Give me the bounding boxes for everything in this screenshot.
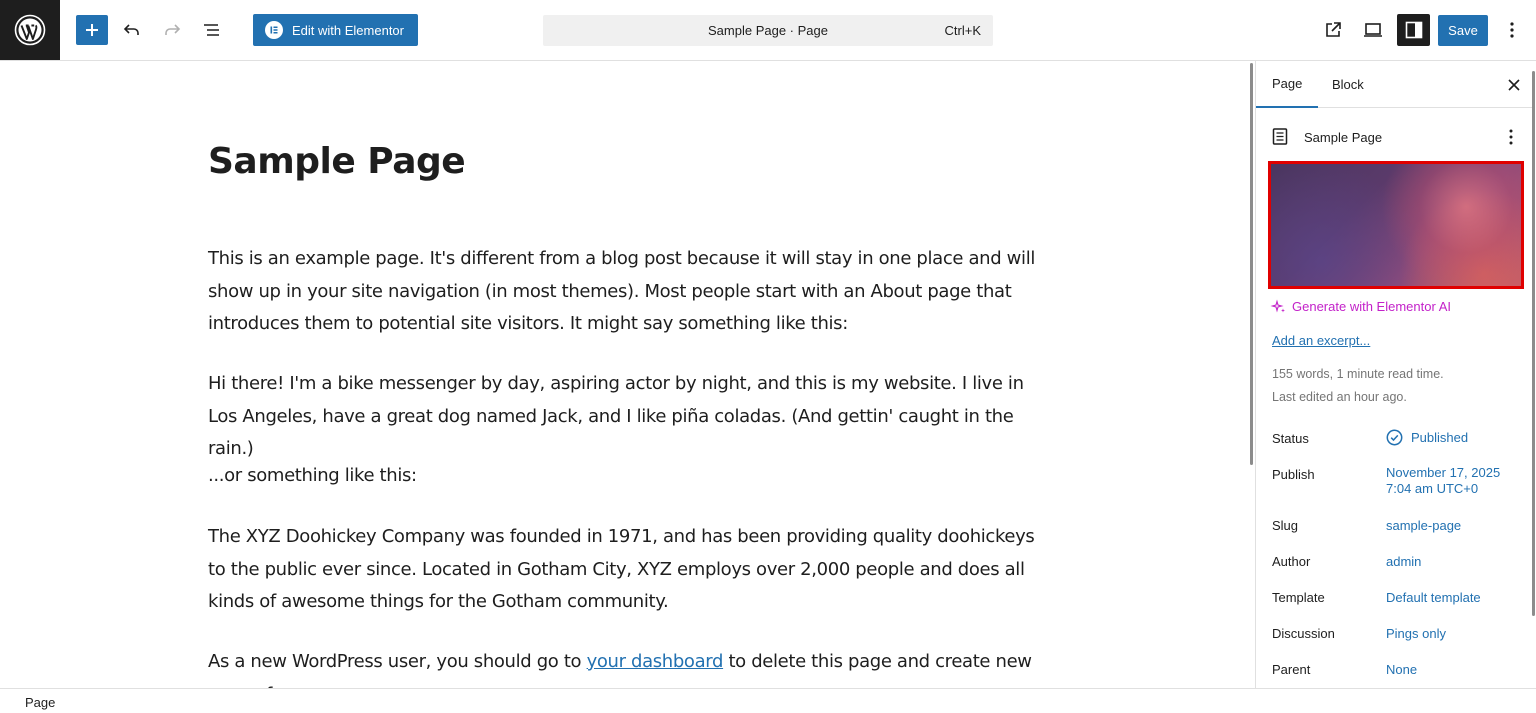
paragraph-block[interactable]: The XYZ Doohickey Company was founded in 1971, and has been providing quality doohickeys to the public ever since. Located in Gotham City, XYZ employs over 2,000 people and does all kinds of awesome things for the Gotham community. xyxy=(208,526,1035,612)
discussion-label: Discussion xyxy=(1272,626,1335,641)
publish-date: November 17, 2025 xyxy=(1386,465,1501,480)
sparkle-icon xyxy=(1272,300,1286,314)
parent-label: Parent xyxy=(1272,662,1311,677)
paragraph-block[interactable]: This is an example page. It's different from a blog post because it will stay in one place and will show up in your site navigation (in most themes). Most people start with an About page that introduces them to potential site visitors. It might say something like this: xyxy=(208,248,1035,334)
preview-device-button[interactable] xyxy=(1357,14,1389,46)
status-value: Published xyxy=(1411,429,1469,445)
page-title[interactable]: Sample Page xyxy=(208,141,466,182)
tab-block[interactable]: Block xyxy=(1332,77,1364,92)
options-menu-button[interactable] xyxy=(1496,14,1528,46)
dashboard-link[interactable]: your dashboard xyxy=(586,651,724,672)
paragraph-text: As a new WordPress user, you should go to xyxy=(208,651,587,672)
last-edited-text: Last edited an hour ago. xyxy=(1272,390,1407,404)
list-view-icon xyxy=(202,20,222,40)
document-overview-button[interactable] xyxy=(196,14,228,46)
settings-sidebar-toggle[interactable] xyxy=(1397,14,1430,46)
published-check-icon xyxy=(1386,429,1403,446)
redo-icon xyxy=(162,20,182,40)
template-value-button[interactable]: Default template xyxy=(1386,590,1481,605)
sidebar-tabs xyxy=(1256,61,1532,108)
template-label: Template xyxy=(1272,590,1325,605)
publish-label: Publish xyxy=(1272,467,1315,482)
generate-with-ai-button[interactable] xyxy=(1272,299,1451,314)
undo-icon xyxy=(122,20,142,40)
editor-footer xyxy=(0,688,1536,713)
undo-button[interactable] xyxy=(116,14,148,46)
more-vertical-icon xyxy=(1509,129,1513,145)
external-link-icon xyxy=(1323,20,1343,40)
document-card-header xyxy=(1272,125,1522,149)
editor-header xyxy=(0,0,1536,61)
canvas-scrollbar[interactable] xyxy=(1250,63,1253,465)
elementor-icon xyxy=(265,21,283,39)
save-button[interactable]: Save xyxy=(1438,15,1488,46)
publish-date-button[interactable] xyxy=(1386,465,1500,497)
breadcrumb[interactable]: Page xyxy=(25,695,56,710)
status-label: Status xyxy=(1272,431,1309,446)
desktop-icon xyxy=(1362,20,1384,40)
wordpress-logo-icon[interactable] xyxy=(0,0,60,60)
add-excerpt-link[interactable]: Add an excerpt... xyxy=(1272,333,1371,348)
paragraph-block[interactable]: ...or something like this: xyxy=(208,465,417,486)
document-title: Sample Page · Page xyxy=(708,23,828,38)
add-block-button[interactable] xyxy=(76,15,108,45)
command-palette-button[interactable] xyxy=(543,15,993,46)
redo-button[interactable] xyxy=(156,14,188,46)
sidebar-icon xyxy=(1405,21,1423,39)
featured-image[interactable] xyxy=(1268,161,1524,289)
edit-with-elementor-label: Edit with Elementor xyxy=(292,22,404,38)
author-value-button[interactable]: admin xyxy=(1386,554,1422,569)
view-page-button[interactable] xyxy=(1317,14,1349,46)
slug-value-button[interactable]: sample-page xyxy=(1386,518,1462,533)
featured-image-preview xyxy=(1271,164,1521,286)
more-vertical-icon xyxy=(1510,22,1514,38)
discussion-value-button[interactable]: Pings only xyxy=(1386,626,1446,641)
parent-value-button[interactable]: None xyxy=(1386,662,1418,677)
document-title-label: Sample Page xyxy=(1304,130,1383,145)
publish-time: 7:04 am UTC+0 xyxy=(1386,481,1479,496)
slug-label: Slug xyxy=(1272,518,1299,533)
author-label: Author xyxy=(1272,554,1311,569)
editor-canvas[interactable] xyxy=(0,61,1255,688)
page-icon xyxy=(1272,128,1288,145)
close-sidebar-button[interactable] xyxy=(1502,73,1526,97)
paragraph-text: to delete this page and create new xyxy=(728,651,1032,672)
sidebar-scrollbar[interactable] xyxy=(1532,71,1535,616)
document-actions-button[interactable] xyxy=(1504,127,1518,147)
generate-with-ai-label: Generate with Elementor AI xyxy=(1292,299,1451,314)
close-icon xyxy=(1508,79,1520,91)
paragraph-block[interactable]: Hi there! I'm a bike messenger by day, aspiring actor by night, and this is my website. I live in Los Angeles, have a great dog named Jack, and I like piña coladas. (And gettin' caught in the rain.) xyxy=(208,373,1024,459)
tab-page[interactable]: Page xyxy=(1256,61,1318,108)
status-value-button[interactable] xyxy=(1386,429,1468,446)
plus-icon xyxy=(84,22,100,38)
command-shortcut: Ctrl+K xyxy=(944,23,981,38)
word-count-text: 155 words, 1 minute read time. xyxy=(1272,367,1444,381)
settings-sidebar xyxy=(1255,61,1536,688)
edit-with-elementor-button[interactable] xyxy=(253,14,418,46)
